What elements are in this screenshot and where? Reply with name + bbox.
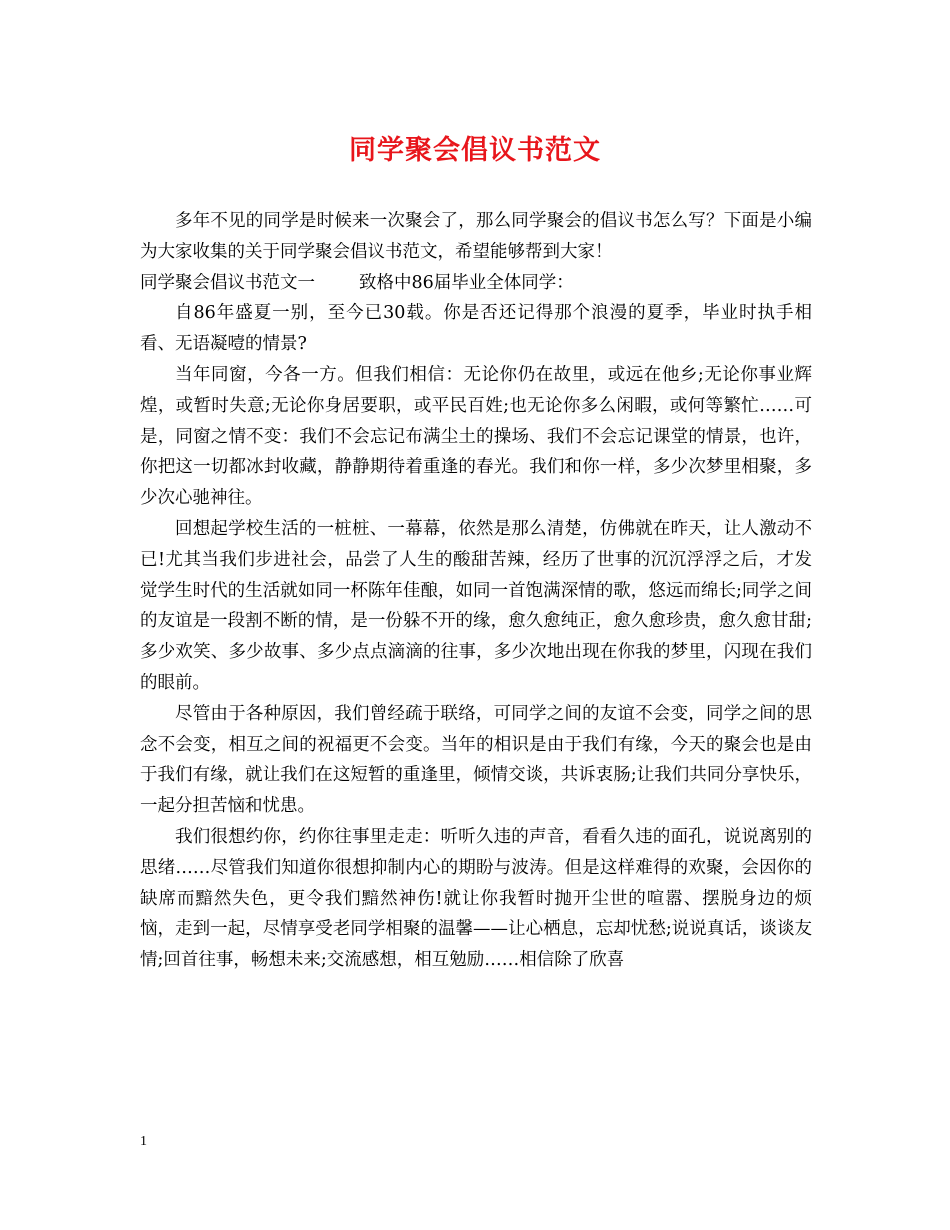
body-paragraph: 尽管由于各种原因，我们曾经疏于联络，可同学之间的友谊不会变，同学之间的思念不会变，相互之间的祝福更不会变。当年的相识是由于我们有缘，今天的聚会也是由于我们有缘，就让我们在这短暂的重逢里，倾情交谈，共诉衷肠;让我们共同分享快乐，一起分担苦恼和忧患。 [140,703,812,817]
page-number: 1 [140,1134,147,1149]
document-title: 同学聚会倡议书范文 [349,135,601,166]
body-paragraph: 自86年盛夏一别，至今已30载。你是否还记得那个浪漫的夏季，毕业时执手相看、无语凝噎的情景? [140,303,812,355]
section-heading-line [140,268,812,299]
section-label: 同学聚会倡议书范文一 [140,272,315,293]
body-paragraph: 我们很想约你，约你往事里走走：听听久违的声音，看看久违的面孔，说说离别的思绪……尽管我们知道你很想抑制内心的期盼与波涛。但是这样难得的欢聚，会因你的缺席而黯然失色，更令我们黯然神伤!就让你我暂时抛开尘世的喧嚣、摆脱身边的烦恼，走到一起，尽情享受老同学相聚的温馨——让心栖息，忘却忧愁;说说真话，谈谈友情;回首往事，畅想未来;交流感想，相互勉励……相信除了欣喜 [140,826,812,971]
salutation: 致格中86届毕业全体同学： [359,272,574,293]
body-paragraph: 回想起学校生活的一桩桩、一幕幕，依然是那么清楚，仿佛就在昨天，让人激动不已!尤其当我们步进社会，品尝了人生的酸甜苦辣，经历了世事的沉沉浮浮之后，才发觉学生时代的生活就如同一杯陈年佳酿，如同一首饱满深情的歌，悠远而绵长;同学之间的友谊是一段割不断的情，是一份躲不开的缘，愈久愈纯正，愈久愈珍贵，愈久愈甘甜;多少欢笑、多少故事、多少点点滴滴的往事，多少次地出现在你我的梦里，闪现在我们的眼前。 [140,518,812,693]
document-body [140,206,812,976]
body-paragraph: 当年同窗，今各一方。但我们相信：无论你仍在故里，或远在他乡;无论你事业辉煌，或暂时失意;无论你身居要职，或平民百姓;也无论你多么闲暇，或何等繁忙……可是，同窗之情不变：我们不会忘记布满尘土的操场、我们不会忘记课堂的情景，也许，你把这一切都冰封收藏，静静期待着重逢的春光。我们和你一样，多少次梦里相聚，多少次心驰神往。 [140,364,812,509]
intro-paragraph: 多年不见的同学是时候来一次聚会了，那么同学聚会的倡议书怎么写？下面是小编为大家收集的关于同学聚会倡议书范文，希望能够帮到大家！ [140,211,812,262]
